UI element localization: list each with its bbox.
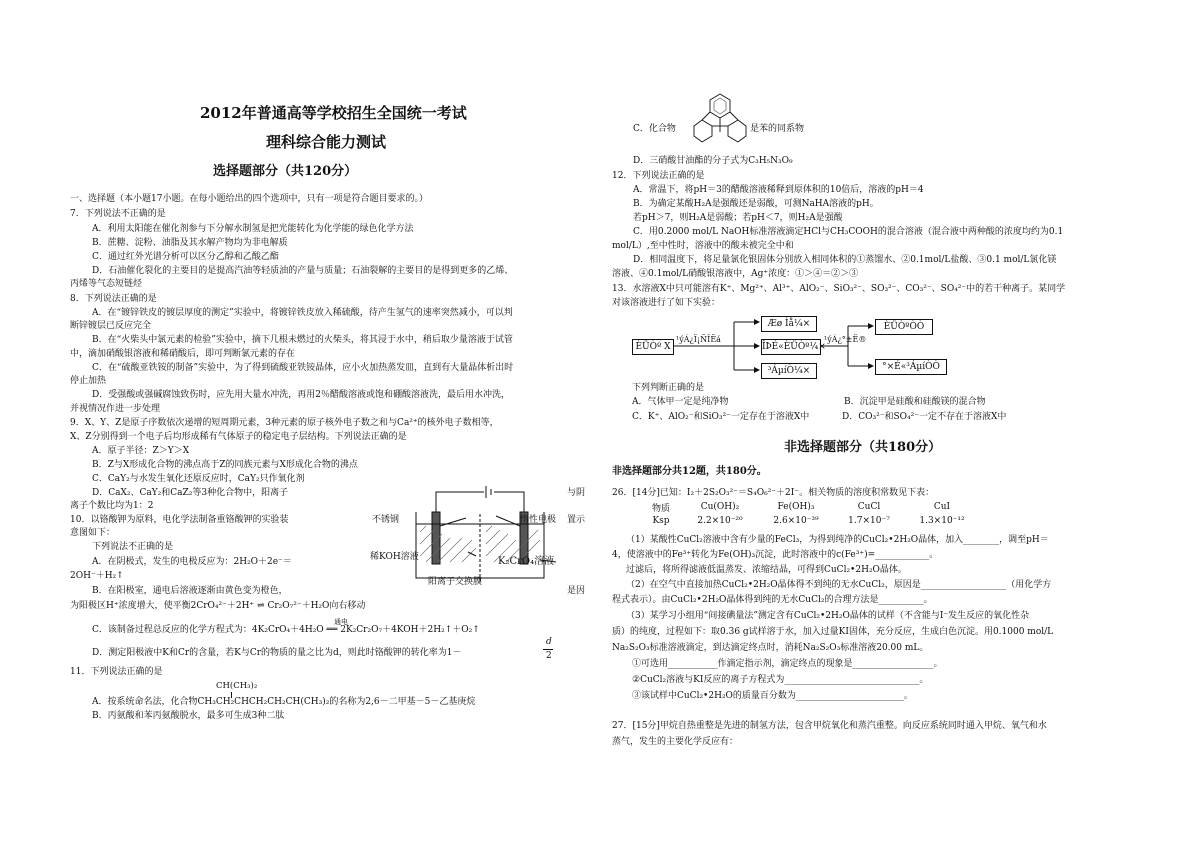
flow-box-solution-b: ÈÜÒºÒÒ xyxy=(875,319,933,335)
q7-option-d-cont: 丙烯等气态短链烃 xyxy=(70,279,143,289)
flow-label-ammonia: ¹ýÁ¿°±Ë® xyxy=(824,335,867,344)
ksp-header-cell: Fe(OH)₃ xyxy=(777,502,815,512)
ksp-header-cell: Cu(OH)₂ xyxy=(700,502,740,512)
section-heading-choice: 选择题部分（共120分） xyxy=(213,164,358,179)
q8-option-b-cont: 中，滴加硝酸银溶液和稀硝酸后，即可判断氯元素的存在 xyxy=(70,349,296,359)
q8-option-c-cont: 停止加热 xyxy=(70,376,107,386)
q7-option-c: C．通过红外光谱分析可以区分乙醇和乙酸乙酯 xyxy=(92,252,279,262)
q13-ask: 下列判断正确的是 xyxy=(632,383,705,393)
q10-option-a: A．在阴极式，发生的电极反应为：2H₂O＋2e⁻＝ xyxy=(92,557,292,567)
q12-option-b-cont: 若pH＞7，则H₂A是弱酸；若pH＜7，则H₂A是强酸 xyxy=(633,213,843,223)
q9-option-a: A．原子半径：Z＞Y＞X xyxy=(92,446,190,456)
q11-stem: 11．下列说法正确的是 xyxy=(70,667,163,677)
q10-option-c: C．该制备过程总反应的化学方程式为：4K₂CrO₄＋4H₂O ══ 2K₂Cr₂O₇＋4KOH＋2H₂↑＋O₂↑ xyxy=(92,625,480,635)
q9-option-b: B．Z与X形成化合物的沸点高于Z的同族元素与X形成化合物的沸点 xyxy=(92,460,358,470)
q8-option-a: A．在“镀锌铁皮的镀层厚度的测定”实验中，将镀锌铁皮放入稀硫酸，待产生氢气的速率突然减小，可以判 xyxy=(92,308,513,318)
q12-option-d-cont: 溶液、④0.1mol/L硝酸银溶液中，Ag⁺浓度：①＞④＝②＞③ xyxy=(612,269,859,279)
q13-option-d: D．CO₃²⁻和SO₄²⁻一定不存在于溶液X中 xyxy=(842,412,1007,422)
q8-option-a-cont: 断锌镀层已反应完全 xyxy=(70,321,152,331)
q8-stem: 8．下列说法正确的是 xyxy=(70,294,157,304)
triptycene-structure xyxy=(694,92,746,142)
q12-option-c: C．用0.2000 mol/L NaOH标准溶液滴定HCl与CH₃COOH的混合溶液（混合液中两种酸的浓度均约为0.1 xyxy=(633,227,1064,237)
section2-subheading: 非选择题部分共12题，共180分。 xyxy=(612,466,767,477)
q7-stem: 7．下列说法不正确的是 xyxy=(70,209,166,219)
q10-option-b: B．在阳极室，通电后溶液逐渐由黄色变为橙色， xyxy=(92,586,288,596)
fig-label-koh: 稀KOH溶液 xyxy=(370,552,419,562)
q11-option-a: A．按系统命名法，化合物CH₃CH₂CHCH₂CH₂CH(CH₃)₂的名称为2,6－二甲基－5－乙基庚烷 xyxy=(92,697,476,707)
q10-fraction-den: 2 xyxy=(546,651,552,661)
q9-option-d-right: 与阴 xyxy=(567,488,586,498)
q8-option-d: D．受强酸或强碱腐蚀致伤时，应先用大量水冲洗，再用2％醋酸溶液或饱和硼酸溶液洗，最后用水冲洗， xyxy=(92,390,510,400)
q10-option-b-right: 是因 xyxy=(567,586,586,596)
q11-branch-group: CH(CH₃)₂ xyxy=(216,681,258,691)
q26-part2-cont: 程式表示）。由CuCl₂•2H₂O晶体得到纯的无水CuCl₂的合理方法是__________。 xyxy=(612,595,933,605)
q8-option-b: B．在“火柴头中氯元素的检验”实验中，摘下几根未燃过的火柴头，将其浸于水中，稍后取少量溶液于试管 xyxy=(92,335,513,345)
exam-title: 2012年普通高等学校招生全国统一考试 xyxy=(200,104,467,122)
q27-stem-cont: 蒸气，发生的主要化学反应有： xyxy=(612,737,739,747)
q26-part3-cont: 质）的纯度，过程如下：取0.36 g试样溶于水，加入过量KI固体，充分反应，生成白色沉淀。用0.1000 mol/L xyxy=(612,627,1054,637)
q27-stem: 27．[15分]甲烷自热重整是先进的制氢方法，包含甲烷氧化和蒸汽重整。向反应系统同时通入甲烷、氧气和水 xyxy=(612,721,1047,731)
ksp-table-value-row xyxy=(640,514,980,528)
q12-option-c-cont: mol/L）,至中性时，溶液中的酸未被完全中和 xyxy=(612,241,794,251)
q13-stem: 13．水溶液X中只可能溶有K⁺、Mg²⁺、Al³⁺、AlO₂⁻、SiO₃²⁻、SO₃²⁻、CO₃²⁻、SO₄²⁻中的若干种离子。某同学 xyxy=(612,284,1066,294)
q7-option-d: D．石油催化裂化的主要目的是提高汽油等轻质油的产量与质量；石油裂解的主要目的是得到更多的乙烯、 xyxy=(92,266,514,276)
q13-option-c: C．K⁺、AlO₂⁻和SiO₃²⁻一定存在于溶液X中 xyxy=(632,412,810,422)
q8-option-c: C．在“硫酸亚铁铵的制备”实验中，为了得到硫酸亚铁铵晶体，应小火加热蒸发皿，直到有大量晶体析出时 xyxy=(92,363,514,373)
q13-option-b: B．沉淀甲是硅酸和硅酸镁的混合物 xyxy=(844,397,986,407)
q12-option-d: D．相同温度下，将足量氯化银固体分别放入相同体积的①蒸馏水、②0.1mol/L盐酸、③0.1 mol/L氯化镁 xyxy=(633,255,1057,265)
q12-option-a: A．常温下，将pH＝3的醋酸溶液稀释到原体积的10倍后，溶液的pH＝4 xyxy=(633,185,924,195)
q9-stem-cont: X、Z分别得到一个电子后均形成稀有气体原子的稳定电子层结构。下列说法正确的是 xyxy=(70,432,407,442)
q9-stem: 9．X、Y、Z是原子序数依次递增的短周期元素，3种元素的原子核外电子数之和与Ca²⁺的核外电子数相等， xyxy=(70,418,499,428)
fig-label-membrane: 阳离子交换膜 xyxy=(428,577,483,587)
ksp-value-cell: 2.6×10⁻³⁹ xyxy=(773,516,819,526)
q26-part3-sub2: ②CuCl₂溶液与KI反应的离子方程式为______________________________。 xyxy=(632,675,929,685)
flow-box-gas: Æø Ìå¼× xyxy=(761,316,817,332)
q26-part2: （2）在空气中直接加热CuCl₂•2H₂O晶体得不到纯的无水CuCl₂，原因是___________________（用化学方 xyxy=(626,580,1052,590)
q26-stem: 26．[14分]已知：I₂＋2S₂O₃²⁻＝S₄O₆²⁻＋2I⁻。相关物质的溶度积常数见下表： xyxy=(612,488,935,498)
ksp-value-cell: Ksp xyxy=(652,516,670,526)
flow-box-precipitate: ³ÁµíÒ¼× xyxy=(761,363,817,379)
q10-stem: 10．以铬酸钾为原料，电化学法制备重铬酸钾的实验装 xyxy=(70,515,289,525)
ksp-header-cell: CuCl xyxy=(857,502,881,512)
exam-subtitle: 理科综合能力测试 xyxy=(266,133,387,151)
ksp-table xyxy=(640,500,980,528)
q26-part1: （1）某酸性CuCl₂溶液中含有少量的FeCl₃，为得到纯净的CuCl₂•2H₂O晶体，加入________，调至pH＝ xyxy=(626,535,1049,545)
q10-option-b-cont: 为阳极区H⁺浓度增大，使平衡2CrO₄²⁻＋2H⁺ ⇌ Cr₂O₇²⁻＋H₂O向右移动 xyxy=(70,601,366,611)
q12-option-b: B．为确定某酸H₂A是强酸还是弱酸，可测NaHA溶液的pH。 xyxy=(633,199,879,209)
q10-option-c-condition: 通电 xyxy=(334,618,348,626)
q26-part3: （3）某学习小组用“间接碘量法”测定含有CuCl₂•2H₂O晶体的试样（不含能与I⁻发生反应的氧化性杂 xyxy=(626,611,1030,621)
ksp-table-header-row xyxy=(640,500,980,514)
ksp-header-cell: 物质 xyxy=(651,503,670,514)
q13-option-a: A．气体甲一定是纯净物 xyxy=(632,397,729,407)
q10-stem-right: 置示 xyxy=(567,515,586,525)
q11-option-b: B．丙氨酸和苯丙氨酸脱水，最多可生成3种二肽 xyxy=(92,711,285,721)
ksp-value-cell: 1.7×10⁻⁷ xyxy=(848,516,890,526)
q11-option-c-prefix: C．化合物 xyxy=(633,124,676,134)
ksp-value-cell: 1.3×10⁻¹² xyxy=(919,516,965,526)
q7-option-b: B．蔗糖、淀粉、油脂及其水解产物均为非电解质 xyxy=(92,238,288,248)
ksp-header-cell: CuI xyxy=(933,502,951,512)
q10-option-a-cont: 2OH⁻＋H₂↑ xyxy=(70,571,124,581)
q12-stem: 12．下列说法正确的是 xyxy=(612,171,705,181)
q26-part3-sub3: ③该试样中CuCl₂•2H₂O的质量百分数为________________________。 xyxy=(632,691,913,701)
flow-box-white-precipitate: °×É«³ÁµíÒÒ xyxy=(875,359,947,375)
q10-ask: 下列说法不正确的是 xyxy=(92,542,174,552)
fig-label-inert-electrode: 惰性电极 xyxy=(520,515,557,525)
q13-stem-cont: 对该溶液进行了如下实验： xyxy=(612,298,721,308)
q26-part1-cont2: 过滤后，将所得滤液低温蒸发、浓缩结晶，可得到CuCl₂•2H₂O晶体。 xyxy=(626,565,907,575)
q26-part3-sub1: ①可选用___________作滴定指示剂，滴定终点的现象是__________________。 xyxy=(632,659,943,669)
q8-option-d-cont: 并视情况作进一步处理 xyxy=(70,404,161,414)
q11-option-c-suffix: 是苯的同系物 xyxy=(750,124,805,134)
q9-option-d: D．CaX₂、CaY₂和CaZ₂等3种化合物中，阳离子 xyxy=(92,488,289,498)
flow-box-solution-x: ÈÜÒº X xyxy=(632,339,674,355)
q9-option-d-cont: 离子个数比均为1：2 xyxy=(70,501,154,511)
q26-part3-cont2: Na₂S₂O₃标准溶液滴定，到达滴定终点时，消耗Na₂S₂O₃标准溶液20.00 mL。 xyxy=(612,643,929,653)
section-heading-nonchoice: 非选择题部分（共180分） xyxy=(784,440,942,455)
q10-fraction-num: d xyxy=(546,637,552,647)
q11-option-d: D．三硝酸甘油酯的分子式为C₃H₅N₃O₉ xyxy=(633,156,793,166)
q10-fraction-bar xyxy=(543,649,553,650)
q10-stem-cont: 意图如下： xyxy=(70,528,116,538)
q10-option-d: D．测定阳极液中K和Cr的含量，若K与Cr的物质的量之比为d，则此时铬酸钾的转化率为1－ xyxy=(92,648,462,658)
ksp-value-cell: 2.2×10⁻²⁰ xyxy=(697,516,743,526)
q7-option-a: A．利用太阳能在催化剂参与下分解水制氢是把光能转化为化学能的绿色化学方法 xyxy=(92,224,414,234)
flow-label-acid: ¹ýÁ¿Ï¡ÑÎËá xyxy=(676,335,721,344)
fig-label-k2cro4: K₂CrO₄溶液 xyxy=(498,556,555,567)
intro-text: 一、选择题（本小题17小题。在每小题给出的四个选项中，只有一项是符合题目要求的。） xyxy=(70,194,428,204)
flow-box-colorless-solution: ÎÞÉ«ÈÜÒº¼× xyxy=(761,339,821,355)
q9-option-c: C．CaY₂与水发生氧化还原反应时，CaY₂只作氧化剂 xyxy=(92,474,305,484)
fig-label-stainless: 不锈钢 xyxy=(372,515,400,525)
q26-part1-cont: 4，使溶液中的Fe³⁺转化为Fe(OH)₃沉淀，此时溶液中的c(Fe³⁺)=____________。 xyxy=(612,550,939,560)
